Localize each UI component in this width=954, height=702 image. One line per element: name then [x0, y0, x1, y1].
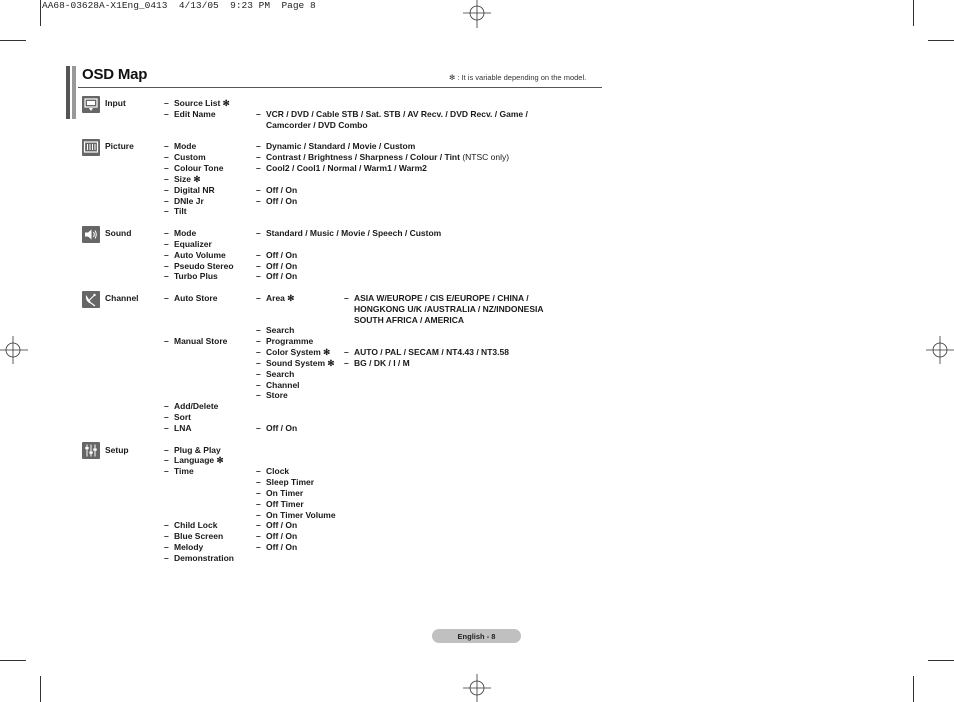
item-equalizer: Equalizer	[174, 239, 212, 249]
opt-edit-name: Camcorder / DVD Combo	[266, 120, 368, 130]
dash: –	[164, 185, 169, 195]
item-auto-volume: Auto Volume	[174, 250, 226, 260]
menu-picture: Picture	[105, 141, 134, 151]
dash: –	[344, 358, 349, 368]
dash: –	[164, 336, 169, 346]
dash: –	[256, 271, 261, 281]
opt-edit-name: VCR / DVD / Cable STB / Sat. STB / AV Recv. / DVD Recv. / Game /	[266, 109, 528, 119]
dash: –	[164, 228, 169, 238]
sliders-icon	[82, 442, 100, 459]
dash: –	[164, 445, 169, 455]
satellite-dish-icon	[82, 291, 100, 308]
item-lna: LNA	[174, 423, 192, 433]
dash: –	[164, 152, 169, 162]
crop-mark	[40, 676, 41, 702]
dash: –	[256, 152, 261, 162]
dash: –	[256, 520, 261, 530]
opt-store: Store	[266, 390, 288, 400]
page-number-badge: English - 8	[432, 629, 521, 643]
item-turbo-plus: Turbo Plus	[174, 271, 218, 281]
dash: –	[164, 206, 169, 216]
item-pseudo-stereo: Pseudo Stereo	[174, 261, 234, 271]
dash: –	[256, 358, 261, 368]
dash: –	[256, 250, 261, 260]
dash: –	[164, 141, 169, 151]
dash: –	[164, 412, 169, 422]
registration-mark-icon	[0, 336, 28, 364]
dash: –	[344, 293, 349, 303]
dash: –	[256, 369, 261, 379]
subopt-area: SOUTH AFRICA / AMERICA	[354, 315, 465, 325]
dash: –	[164, 98, 169, 108]
dash: –	[164, 239, 169, 249]
dash: –	[256, 542, 261, 552]
dash: –	[256, 510, 261, 520]
opt-pseudo-stereo: Off / On	[266, 261, 298, 271]
item-edit-name: Edit Name	[174, 109, 216, 119]
crop-mark	[40, 0, 41, 26]
opt-turbo-plus: Off / On	[266, 271, 298, 281]
picture-icon	[82, 139, 100, 156]
opt-clock: Clock	[266, 466, 290, 476]
item-sound-mode: Mode	[174, 228, 197, 238]
opt-sound-mode: Standard / Music / Movie / Speech / Custom	[266, 228, 442, 238]
dash: –	[256, 477, 261, 487]
opt-custom-main: Contrast / Brightness / Sharpness / Colour / Tint	[266, 152, 460, 162]
registration-mark-icon	[926, 336, 954, 364]
menu-input: Input	[105, 98, 126, 108]
item-dnie-jr: DNIe Jr	[174, 196, 204, 206]
dash: –	[164, 520, 169, 530]
dash: –	[164, 163, 169, 173]
item-custom: Custom	[174, 152, 206, 162]
subopt-area: ASIA W/EUROPE / CIS E/EUROPE / CHINA /	[354, 293, 529, 303]
crop-mark	[0, 660, 26, 661]
dash: –	[164, 250, 169, 260]
opt-area: Area ✻	[266, 293, 295, 303]
opt-on-timer: On Timer	[266, 488, 304, 498]
item-melody: Melody	[174, 542, 204, 552]
page-title: OSD Map	[82, 66, 148, 83]
dash: –	[256, 185, 261, 195]
subopt-area: HONGKONG U/K /AUSTRALIA / NZ/INDONESIA	[354, 304, 544, 314]
item-blue-screen: Blue Screen	[174, 531, 224, 541]
dash: –	[344, 347, 349, 357]
item-time: Time	[174, 466, 194, 476]
item-language: Language ✻	[174, 455, 224, 465]
item-auto-store: Auto Store	[174, 293, 218, 303]
item-child-lock: Child Lock	[174, 520, 218, 530]
dash: –	[256, 141, 261, 151]
print-slug: AA68-03628A-X1Eng_0413 4/13/05 9:23 PM Page 8	[42, 0, 316, 11]
item-plug-play: Plug & Play	[174, 445, 221, 455]
dash: –	[164, 401, 169, 411]
dash: –	[164, 261, 169, 271]
opt-sleep-timer: Sleep Timer	[266, 477, 315, 487]
registration-mark-icon	[463, 0, 491, 28]
opt-on-timer-volume: On Timer Volume	[266, 510, 336, 520]
dash: –	[164, 196, 169, 206]
opt-dnie-jr: Off / On	[266, 196, 298, 206]
dash: –	[256, 261, 261, 271]
item-tilt: Tilt	[174, 206, 187, 216]
dash: –	[164, 293, 169, 303]
dash: –	[164, 109, 169, 119]
menu-sound: Sound	[105, 228, 132, 238]
crop-mark	[913, 676, 914, 702]
dash: –	[256, 380, 261, 390]
item-demonstration: Demonstration	[174, 553, 234, 563]
opt-digital-nr: Off / On	[266, 185, 298, 195]
opt-custom	[266, 152, 509, 163]
title-rule	[78, 87, 602, 88]
dash: –	[164, 466, 169, 476]
opt-lna: Off / On	[266, 423, 298, 433]
opt-programme: Programme	[266, 336, 314, 346]
item-digital-nr: Digital NR	[174, 185, 215, 195]
menu-channel: Channel	[105, 293, 139, 303]
dash: –	[164, 174, 169, 184]
opt-auto-volume: Off / On	[266, 250, 298, 260]
opt-sound-system: Sound System ✻	[266, 358, 335, 368]
opt-colour-tone: Cool2 / Cool1 / Normal / Warm1 / Warm2	[266, 163, 427, 173]
item-size: Size ✻	[174, 174, 201, 184]
opt-child-lock: Off / On	[266, 520, 298, 530]
crop-mark	[0, 40, 26, 41]
opt-custom-ntsc: (NTSC only)	[462, 152, 510, 162]
dash: –	[256, 347, 261, 357]
subopt-sound-system: BG / DK / I / M	[354, 358, 410, 368]
dash: –	[256, 531, 261, 541]
dash: –	[164, 423, 169, 433]
dash: –	[164, 553, 169, 563]
crop-mark	[928, 40, 954, 41]
dash: –	[256, 488, 261, 498]
registration-mark-icon	[463, 674, 491, 702]
item-add-delete: Add/Delete	[174, 401, 219, 411]
model-note: ✻ : It is variable depending on the model.	[449, 73, 587, 82]
dash: –	[256, 466, 261, 476]
crop-mark	[928, 660, 954, 661]
item-colour-tone: Colour Tone	[174, 163, 224, 173]
opt-picture-mode: Dynamic / Standard / Movie / Custom	[266, 141, 416, 151]
item-manual-store: Manual Store	[174, 336, 228, 346]
dash: –	[164, 531, 169, 541]
dash: –	[256, 163, 261, 173]
dash: –	[256, 336, 261, 346]
opt-manual-search: Search	[266, 369, 295, 379]
subopt-color-system: AUTO / PAL / SECAM / NT4.43 / NT3.58	[354, 347, 509, 357]
dash: –	[256, 499, 261, 509]
speaker-icon	[82, 226, 100, 243]
dash: –	[164, 542, 169, 552]
item-sort: Sort	[174, 412, 191, 422]
dash: –	[256, 390, 261, 400]
dash: –	[256, 228, 261, 238]
opt-color-system: Color System ✻	[266, 347, 331, 357]
input-icon	[82, 96, 100, 113]
opt-channel: Channel	[266, 380, 300, 390]
dash: –	[164, 271, 169, 281]
opt-melody: Off / On	[266, 542, 298, 552]
opt-blue-screen: Off / On	[266, 531, 298, 541]
title-accent-bar	[72, 66, 76, 119]
dash: –	[256, 325, 261, 335]
item-picture-mode: Mode	[174, 141, 197, 151]
opt-off-timer: Off Timer	[266, 499, 304, 509]
crop-mark	[913, 0, 914, 26]
dash: –	[256, 109, 261, 119]
dash: –	[256, 196, 261, 206]
opt-search: Search	[266, 325, 295, 335]
dash: –	[256, 293, 261, 303]
dash: –	[256, 423, 261, 433]
dash: –	[164, 455, 169, 465]
menu-setup: Setup	[105, 445, 129, 455]
title-accent-bar	[66, 66, 70, 119]
item-source-list: Source List ✻	[174, 98, 230, 108]
